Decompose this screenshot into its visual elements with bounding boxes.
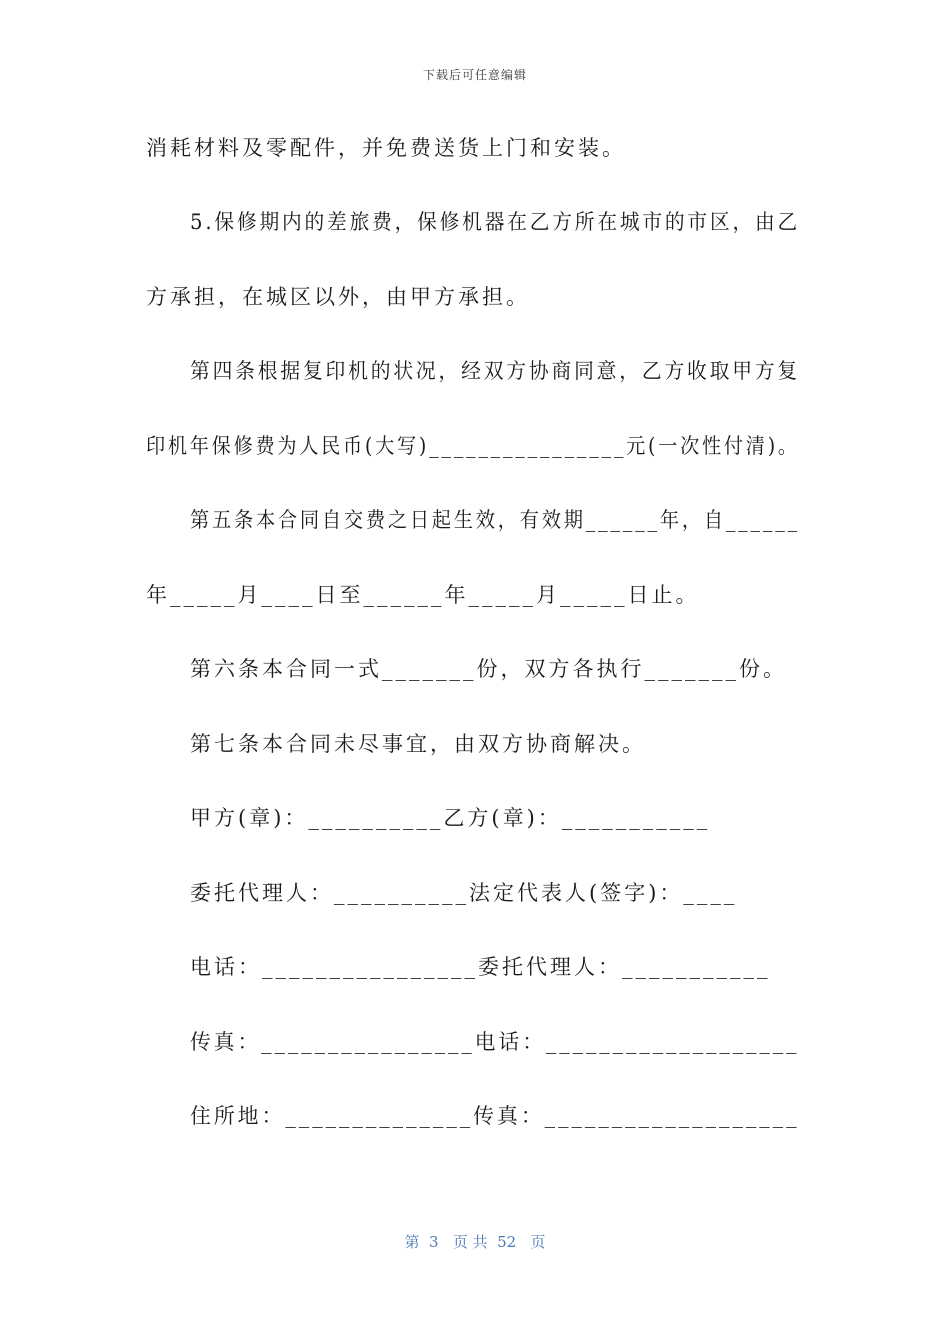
body-line: 第四条根据复印机的状况，经双方协商同意，乙方收取甲方复 <box>190 359 800 383</box>
body-line: 第五条本合同自交费之日起生效，有效期______年，自______ <box>190 508 800 532</box>
body-line: 第七条本合同未尽事宜，由双方协商解决。 <box>190 732 646 756</box>
body-line: 年_____月____日至______年_____月_____日止。 <box>146 583 700 607</box>
body-line: 方承担，在城区以外，由甲方承担。 <box>146 285 530 309</box>
signature-line: 甲方(章)：__________乙方(章)：___________ <box>190 806 711 830</box>
page-header: 下载后可任意编辑 <box>422 68 527 82</box>
body-line: 5.保修期内的差旅费，保修机器在乙方所在城市的市区，由乙 <box>190 210 801 234</box>
body-line: 第六条本合同一式_______份，双方各执行_______份。 <box>190 657 787 681</box>
body-line: 印机年保修费为人民币(大写)________________元(一次性付清)。 <box>146 434 800 458</box>
signature-line: 住所地：______________传真：___________________ <box>190 1104 800 1128</box>
signature-line: 传真：________________电话：___________________ <box>190 1030 800 1054</box>
signature-line: 委托代理人：__________法定代表人(签字)：____ <box>190 881 738 905</box>
signature-line: 电话：________________委托代理人：___________ <box>190 955 771 979</box>
body-line: 消耗材料及零配件，并免费送货上门和安装。 <box>146 136 626 160</box>
page-footer: 第 3 页 共 52 页 <box>404 1233 546 1251</box>
